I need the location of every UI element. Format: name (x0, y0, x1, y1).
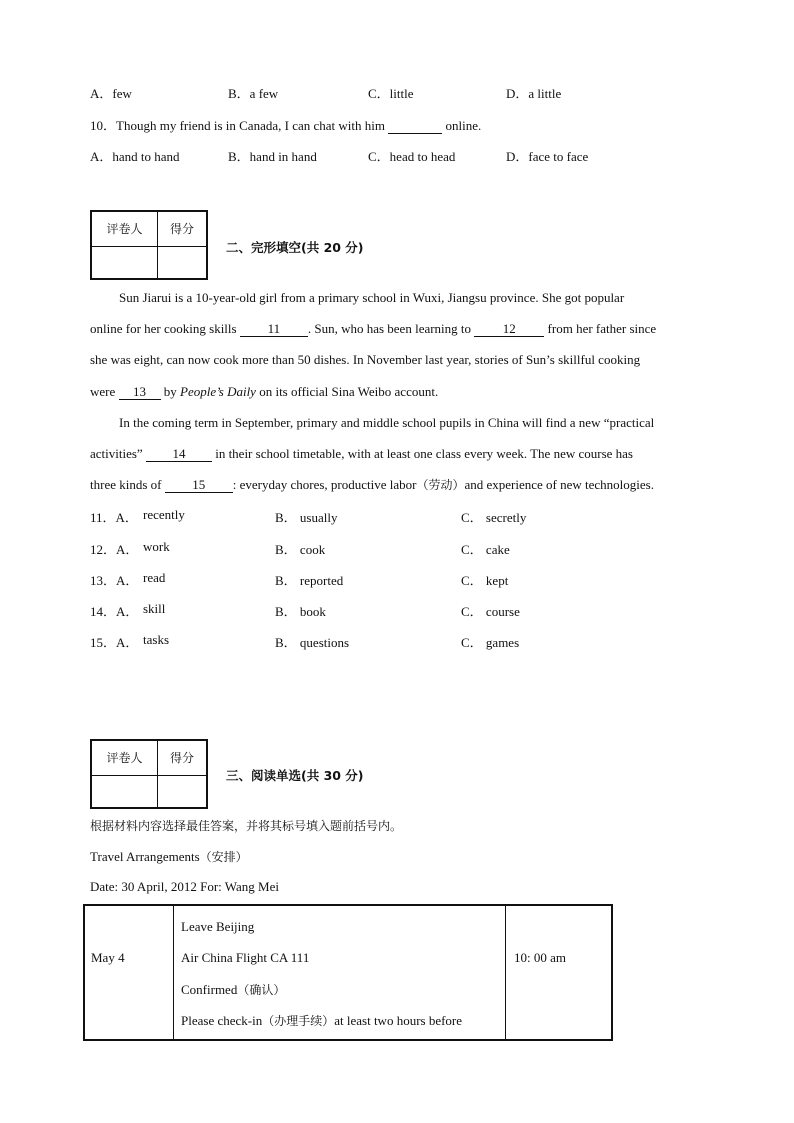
choice-number: 15．A． (90, 635, 139, 650)
choice-b: B． cook (275, 542, 326, 557)
score-field[interactable] (158, 247, 206, 278)
passage-text: activities” (90, 446, 143, 461)
choice-b: B． usually (275, 510, 338, 525)
q9-option-c: C．little (368, 86, 414, 101)
passage-line (90, 383, 702, 401)
passage-text: by (163, 384, 177, 399)
choice-c: C． kept (461, 573, 509, 588)
choice-number: 14．A． (90, 604, 139, 619)
reading-heading (90, 848, 248, 865)
choice-a: skill (143, 601, 166, 616)
q9-option-a: A．few (90, 86, 132, 101)
answer-blank (388, 119, 442, 134)
choice-a: read (143, 570, 166, 585)
score-box-section-3 (90, 739, 208, 809)
question-number: 10． (90, 118, 117, 133)
choice-b: B． reported (275, 573, 344, 588)
choice-number: 11．A． (90, 510, 138, 525)
detail-line (181, 981, 285, 998)
passage-line (90, 445, 702, 463)
section-3-title: 三、阅读单选(共 30 分) (226, 768, 364, 783)
q9-option-d: D．a little (506, 86, 562, 101)
question-10 (90, 115, 481, 134)
passage-line: In the coming term in September, primary and middle school pupils in China will find a new “practical (119, 415, 655, 430)
newspaper-name: People’s Daily (180, 384, 256, 399)
choice-b: B． questions (275, 635, 350, 650)
detail-text-cn: （确认） (237, 983, 286, 997)
q9-option-b: B．a few (228, 86, 279, 101)
reviewer-field[interactable] (92, 776, 158, 807)
choice-c: C． games (461, 635, 520, 650)
section-3-instruction: 根据材料内容选择最佳答案，并将其标号填入题前括号内。 (90, 819, 403, 833)
passage-text: three kinds of (90, 477, 162, 492)
travel-arrangements-table (83, 904, 613, 1041)
reviewer-label: 评卷人 (92, 212, 158, 247)
detail-text-cn: （办理手续） (262, 1014, 335, 1028)
detail-text: Confirmed (181, 982, 238, 997)
blank-12: 12 (474, 322, 544, 337)
blank-15: 15 (165, 478, 233, 493)
passage-line: she was eight, can now cook more than 50 dishes. In November last year, stories of Sun’s skillful cooking (90, 352, 641, 367)
date-line: Date: 30 April, 2012 For: Wang Mei (90, 879, 280, 894)
choice-c: C． course (461, 604, 520, 619)
passage-text: . Sun, who has been learning to (307, 321, 472, 336)
choice-b: B． book (275, 604, 326, 619)
passage-text: and experience of new technologies. (464, 477, 654, 492)
reviewer-label: 评卷人 (92, 741, 158, 776)
question-text: Though my friend is in Canada, I can chat with him (116, 118, 385, 133)
time-cell (506, 906, 611, 1039)
detail-text: Please check-in (181, 1013, 263, 1028)
score-field[interactable] (158, 776, 206, 807)
passage-text: : everyday chores, productive labor (232, 477, 417, 492)
blank-14: 14 (146, 447, 212, 462)
passage-text: in their school timetable, with at least one class every week. The new course has (215, 446, 633, 461)
reading-heading-text: Travel Arrangements (90, 849, 200, 864)
date-cell (85, 906, 174, 1039)
detail-line (181, 1012, 462, 1029)
passage-text: were (90, 384, 116, 399)
choice-c: C． secretly (461, 510, 527, 525)
passage-text-cn: （劳动） (416, 478, 465, 492)
score-label: 得分 (158, 741, 206, 776)
choice-a: recently (143, 507, 185, 522)
score-box-section-2 (90, 210, 208, 280)
choice-number: 12．A． (90, 542, 139, 557)
choice-a: tasks (143, 632, 169, 647)
passage-text: online for her cooking skills (90, 321, 237, 336)
reading-heading-cn: （安排） (199, 850, 248, 864)
choice-a: work (143, 539, 170, 554)
passage-line (90, 476, 702, 494)
blank-11: 11 (240, 322, 308, 337)
reviewer-field[interactable] (92, 247, 158, 278)
question-text-end: online. (445, 118, 482, 133)
q10-option-c: C．head to head (368, 149, 456, 164)
choice-number: 13．A． (90, 573, 139, 588)
detail-text: at least two hours before (334, 1013, 463, 1028)
passage-text: from her father since (547, 321, 657, 336)
details-cell (174, 906, 506, 1039)
q10-option-d: D．face to face (506, 149, 589, 164)
passage-line: Sun Jiarui is a 10-year-old girl from a primary school in Wuxi, Jiangsu province. She got popular (119, 290, 625, 305)
choice-c: C． cake (461, 542, 510, 557)
passage-text: on its official Sina Weibo account. (259, 384, 439, 399)
blank-13: 13 (119, 385, 161, 400)
section-2-title: 二、完形填空(共 20 分) (226, 240, 364, 255)
flight-time: 10: 00 am (514, 950, 566, 965)
flight-date: May 4 (91, 950, 125, 965)
passage-line (90, 320, 702, 338)
score-label: 得分 (158, 212, 206, 247)
detail-line: Air China Flight CA 111 (181, 950, 310, 965)
q10-option-a: A．hand to hand (90, 149, 180, 164)
detail-line: Leave Beijing (181, 919, 255, 934)
q10-option-b: B．hand in hand (228, 149, 317, 164)
